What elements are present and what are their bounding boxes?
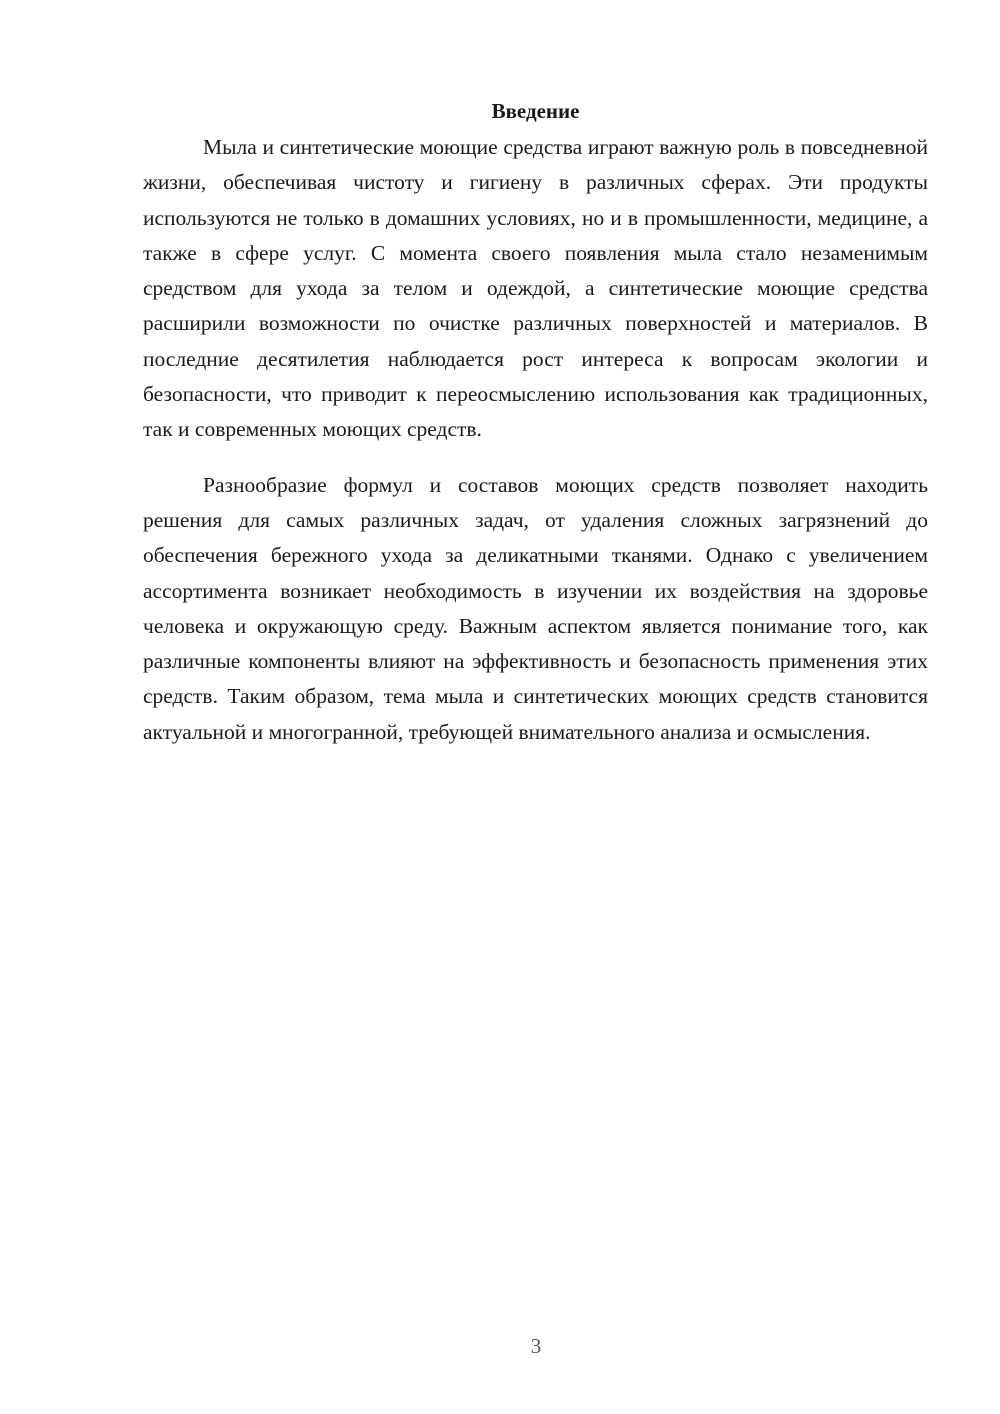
paragraph-1: Мыла и синтетические моющие средства играют важную роль в повседневной жизни, обеспечивая чистоту и гигиену в различных сферах. Эти продукты используются не только в домашних условиях, но и в промышленности, медицине, а также в сфере услуг. С момента своего появления мыла стало незаменимым средством для ухода за телом и одеждой, а синтетические моющие средства расширили возможности по очистке различных поверхностей и материалов. В последние десятилетия наблюдается рост интереса к вопросам экологии и безопасности, что приводит к переосмыслению использования как традиционных, так и современных моющих средств. [143, 135, 928, 442]
page-number: 3 [530, 1334, 542, 1358]
page-content [143, 96, 928, 750]
paragraph-2: Разнообразие формул и составов моющих средств позволяет находить решения для самых различных задач, от удаления сложных загрязнений до обеспечения бережного ухода за деликатными тканями. Однако с увеличением ассортимента возникает необходимость в изучении их воздействия на здоровье человека и окружающую среду. Важным аспектом является понимание того, как различные компоненты влияют на эффективность и безопасность применения этих средств. Таким образом, тема мыла и синтетических моющих средств становится актуальной и многогранной, требующей внимательного анализа и осмысления. [143, 472, 928, 744]
section-heading: Введение [491, 99, 580, 123]
